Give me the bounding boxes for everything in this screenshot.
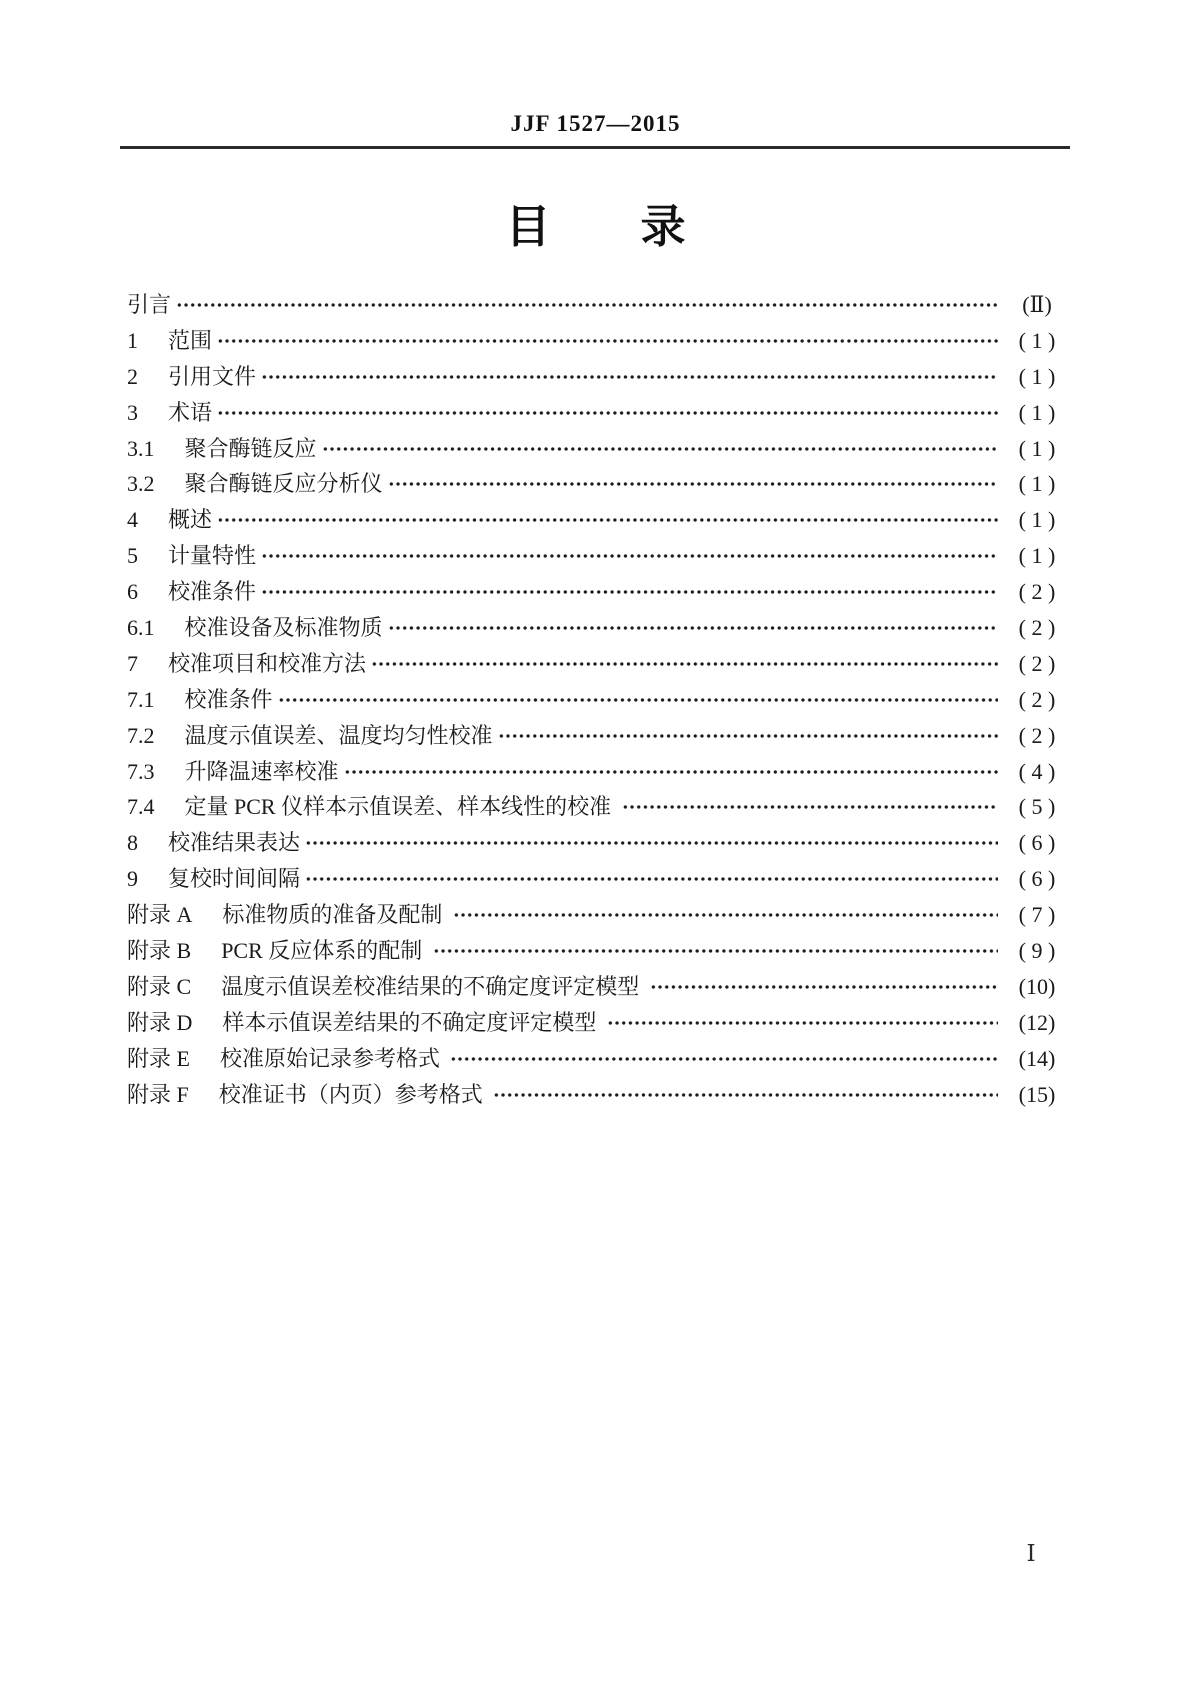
toc-entry [127,1041,1068,1077]
toc-entry-page-number: ( 2 ) [1018,722,1056,748]
dot-leader-icon [453,910,998,920]
dot-leader-icon [261,587,998,597]
dot-leader-icon [493,1090,998,1100]
toc-entry-title: 定量 PCR 仪样本示值误差、样本线性的校准 [184,794,617,820]
toc-entry-page-number: ( 2 ) [1018,650,1056,676]
dot-leader-icon [217,515,998,525]
toc-entry-title: 样本示值误差结果的不确定度评定模型 [222,1009,602,1035]
toc-entry-title: 升降温速率校准 [184,758,339,784]
toc-entry [127,825,1068,861]
toc-entry [127,682,1068,718]
toc-entry-title: 校准证书（内页）参考格式 [218,1081,489,1107]
toc-entry [127,502,1068,538]
toc-entry-page-number: ( 1 ) [1018,543,1056,569]
toc-entry-title: 校准条件 [184,686,273,712]
dot-leader-icon [278,695,998,705]
toc-entry-page-number: ( 5 ) [1018,794,1056,820]
dot-leader-icon [261,372,998,382]
toc-entry-number: 3 [127,399,138,425]
toc-entry-page-number: ( 2 ) [1018,614,1056,640]
toc-entry-title: 校准条件 [168,579,257,605]
toc-entry [127,718,1068,754]
toc-entry [127,395,1068,431]
toc-entry-title: 聚合酶链反应分析仪 [184,471,383,497]
dot-leader-icon [261,551,998,561]
toc-entry-title: 温度示值误差、温度均匀性校准 [184,722,493,748]
dot-leader-icon [607,1018,998,1028]
toc-entry-page-number: ( 1 ) [1018,471,1056,497]
header-rule [120,146,1070,149]
toc-entry [127,574,1068,610]
toc-entry-number: 5 [127,543,138,569]
dot-leader-icon [176,300,998,310]
dot-leader-icon [322,444,998,454]
toc-entry-page-number: ( 1 ) [1018,363,1056,389]
header-doc-number: JJF 1527—2015 [510,111,681,136]
toc-entry-title: 标准物质的准备及配制 [222,902,448,928]
toc-entry-title: PCR 反应体系的配制 [221,937,428,963]
toc-entry-number: 7.4 [127,794,155,820]
toc-entry [127,538,1068,574]
dot-leader-icon [650,982,998,992]
toc-entry-title: 概述 [168,507,213,533]
toc-entry [127,646,1068,682]
toc-entry-page-number: ( 9 ) [1018,937,1056,963]
toc-entry-page-number: ( 1 ) [1018,399,1056,425]
toc-entry [127,754,1068,790]
toc-entry-title: 温度示值误差校准结果的不确定度评定模型 [221,973,645,999]
toc-entry-title: 引用文件 [168,363,257,389]
toc-entry-number: 附录 A [127,902,193,928]
toc-entry-number: 附录 B [127,937,192,963]
toc-entry-page-number: ( 1 ) [1018,327,1056,353]
toc-entry-title: 复校时间间隔 [168,866,301,892]
toc-entry-number: 附录 F [127,1081,189,1107]
toc-entry-title: 计量特性 [168,543,257,569]
toc-entry-number: 2 [127,363,138,389]
toc-entry-page-number: ( 2 ) [1018,579,1056,605]
toc-list [127,287,1068,1112]
dot-leader-icon [388,623,998,633]
toc-entry-page-number: (14) [1018,1045,1056,1071]
toc-entry-number: 4 [127,507,138,533]
toc-entry-number: 1 [127,327,138,353]
toc-entry [127,1077,1068,1113]
toc-entry-page-number: ( 1 ) [1018,507,1056,533]
toc-entry-title: 校准设备及标准物质 [184,614,383,640]
dot-leader-icon [217,336,998,346]
dot-leader-icon [433,946,998,956]
toc-entry-page-number: (Ⅱ) [1022,291,1052,317]
toc-entry-number: 7.3 [127,758,155,784]
toc-entry-title: 校准项目和校准方法 [168,650,367,676]
dot-leader-icon [450,1054,998,1064]
dot-leader-icon [622,802,998,812]
toc-entry-number: 3.2 [127,471,155,497]
toc-entry-page-number: ( 7 ) [1018,902,1056,928]
toc-entry-page-number: ( 6 ) [1018,866,1056,892]
toc-entry [127,610,1068,646]
toc-entry-number: 附录 E [127,1045,190,1071]
toc-entry-number: 3.1 [127,435,155,461]
toc-entry-title: 术语 [168,399,213,425]
toc-entry-title: 引言 [127,291,172,317]
toc-entry [127,969,1068,1005]
toc-entry [127,287,1068,323]
toc-entry-page-number: (15) [1018,1081,1056,1107]
toc-entry-page-number: ( 4 ) [1018,758,1056,784]
toc-entry-title: 聚合酶链反应 [184,435,317,461]
toc-entry-number: 7.1 [127,686,155,712]
toc-entry [127,897,1068,933]
toc-entry-title: 校准结果表达 [168,830,301,856]
toc-entry [127,323,1068,359]
toc-entry-number: 8 [127,830,138,856]
dot-leader-icon [344,767,998,777]
toc-entry [127,431,1068,467]
page-title: 目 录 [505,201,686,252]
toc-entry [127,359,1068,395]
toc-entry-page-number: ( 2 ) [1018,686,1056,712]
toc-entry-number: 9 [127,866,138,892]
toc-entry [127,1005,1068,1041]
toc-entry-number: 附录 C [127,973,192,999]
dot-leader-icon [305,874,998,884]
dot-leader-icon [388,479,998,489]
toc-entry-number: 附录 D [127,1009,193,1035]
dot-leader-icon [498,731,998,741]
toc-entry-number: 6.1 [127,614,155,640]
toc-entry-title: 范围 [168,327,213,353]
toc-entry-page-number: (12) [1018,1009,1056,1035]
dot-leader-icon [371,659,998,669]
toc-entry-title: 校准原始记录参考格式 [219,1045,446,1071]
toc-entry-number: 6 [127,579,138,605]
toc-entry-page-number: ( 6 ) [1018,830,1056,856]
toc-entry-number: 7 [127,650,138,676]
toc-entry [127,861,1068,897]
footer-page-number: Ⅰ [1026,1541,1036,1566]
toc-entry-page-number: ( 1 ) [1018,435,1056,461]
dot-leader-icon [217,408,998,418]
toc-entry-number: 7.2 [127,722,155,748]
toc-entry [127,466,1068,502]
toc-entry [127,933,1068,969]
toc-entry-page-number: (10) [1018,973,1056,999]
dot-leader-icon [305,838,998,848]
toc-entry [127,789,1068,825]
